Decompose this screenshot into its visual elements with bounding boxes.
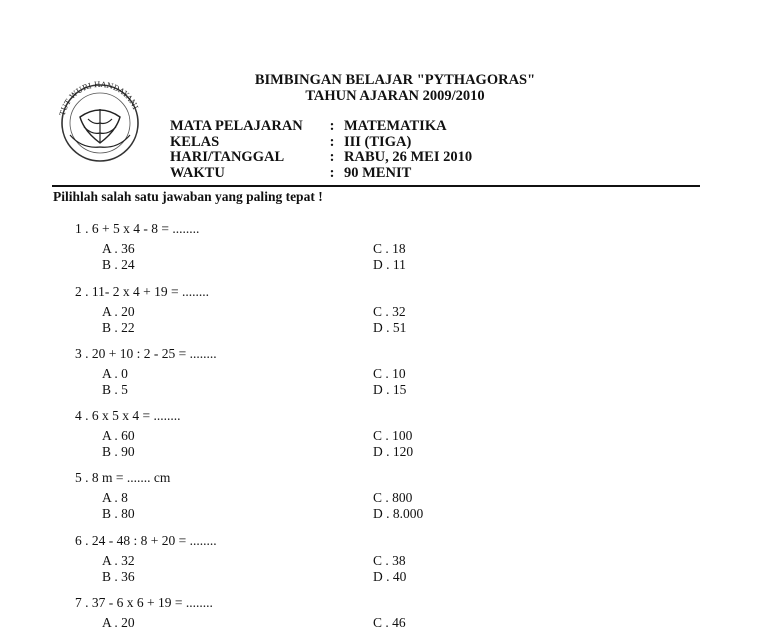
question-stem: 5 . 8 m = ....... cm xyxy=(75,470,171,485)
option-c: C . 100 xyxy=(373,428,413,443)
option-c: C . 800 xyxy=(373,490,413,505)
option-d: D . 51 xyxy=(373,320,407,335)
option-c: C . 38 xyxy=(373,553,406,568)
option-a: A . 20 xyxy=(102,615,135,630)
option-d: D . 40 xyxy=(373,569,407,584)
question-stem: 1 . 6 + 5 x 4 - 8 = ........ xyxy=(75,221,200,236)
info-row-class: KELAS : III (TIGA) xyxy=(170,133,412,150)
exam-info xyxy=(170,119,472,181)
option-a: A . 60 xyxy=(102,428,135,443)
option-d: D . 15 xyxy=(373,382,407,397)
svg-text:TUT WURI HANDAYANI: TUT WURI HANDAYANI xyxy=(57,79,141,117)
question-stem: 7 . 37 - 6 x 6 + 19 = ........ xyxy=(75,595,213,610)
option-c: C . 18 xyxy=(373,241,406,256)
option-b: B . 90 xyxy=(102,444,135,459)
info-row-time: WAKTU : 90 MENIT xyxy=(170,164,412,181)
option-a: A . 20 xyxy=(102,304,135,319)
option-d: D . 120 xyxy=(373,444,414,459)
tut-wuri-handayani-logo xyxy=(50,73,150,163)
question-stem: 4 . 6 x 5 x 4 = ........ xyxy=(75,408,181,423)
option-a: A . 8 xyxy=(102,490,128,505)
option-b: B . 22 xyxy=(102,320,135,335)
question-stem: 6 . 24 - 48 : 8 + 20 = ........ xyxy=(75,533,217,548)
academic-year: TAHUN AJARAN 2009/2010 xyxy=(305,88,485,104)
header-divider xyxy=(52,185,700,187)
option-b: B . 24 xyxy=(102,257,135,272)
option-a: A . 36 xyxy=(102,241,135,256)
option-c: C . 32 xyxy=(373,304,406,319)
option-d: D . 8.000 xyxy=(373,506,424,521)
school-title: BIMBINGAN BELAJAR "PYTHAGORAS" xyxy=(254,72,536,88)
option-b: B . 5 xyxy=(102,382,128,397)
question-stem: 3 . 20 + 10 : 2 - 25 = ........ xyxy=(75,346,217,361)
option-b: B . 36 xyxy=(102,569,135,584)
option-a: A . 0 xyxy=(102,366,128,381)
question-stem: 2 . 11- 2 x 4 + 19 = ........ xyxy=(75,284,209,299)
option-d: D . 11 xyxy=(373,257,406,272)
option-b: B . 80 xyxy=(102,506,135,521)
option-a: A . 32 xyxy=(102,553,135,568)
info-row-subject: MATA PELAJARAN : MATEMATIKA xyxy=(170,118,447,134)
info-row-date: HARI/TANGGAL : RABU, 26 MEI 2010 xyxy=(170,149,473,165)
instruction: Pilihlah salah satu jawaban yang paling tepat ! xyxy=(53,189,323,204)
option-c: C . 46 xyxy=(373,615,406,630)
option-c: C . 10 xyxy=(373,366,406,381)
